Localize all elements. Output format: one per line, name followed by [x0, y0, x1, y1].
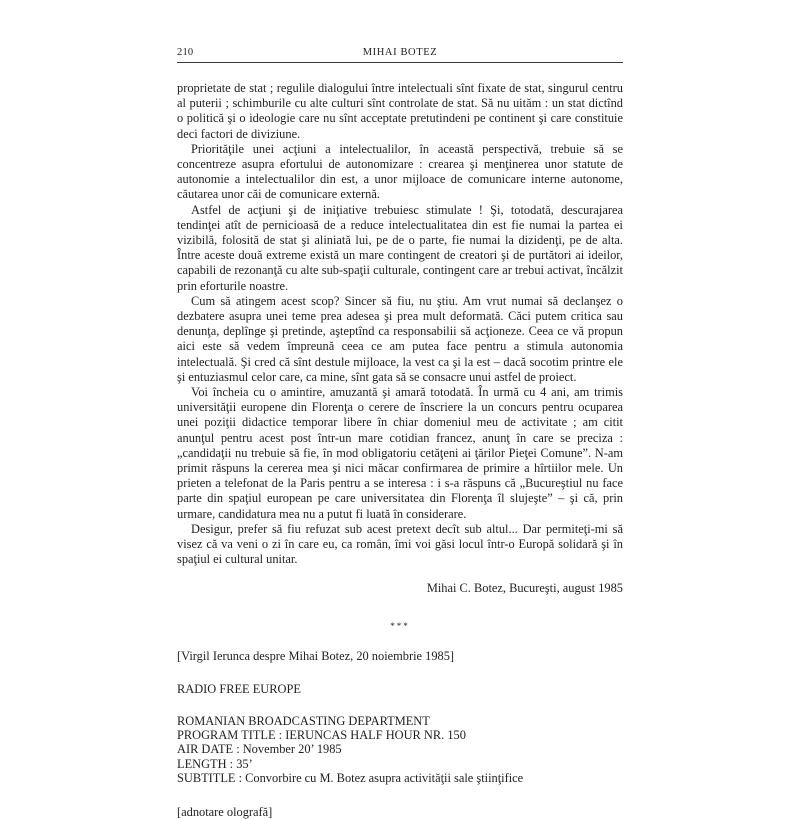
paragraph: Desigur, prefer să fiu refuzat sub acest pretext decît sub altul... Dar permiteţi-mi să visez că va veni o zi în care eu, ca român, îmi voi găsi locul într-o Europă solidară şi în spaţiul ei cultural unitar. — [177, 521, 623, 567]
running-head: MIHAI BOTEZ — [362, 47, 438, 58]
station-name: RADIO FREE EUROPE — [177, 681, 301, 696]
annotation: [adnotare olografă] — [177, 804, 273, 819]
page-number: 210 — [177, 47, 194, 58]
broadcast-line: SUBTITLE : Convorbire cu M. Botez asupra activităţii sale ştiinţifice — [177, 770, 524, 785]
book-page — [177, 45, 623, 819]
section-separator: *** — [390, 620, 410, 631]
paragraph: proprietate de stat ; regulile dialogului între intelectuali sînt fixate de stat, singurul centru al puterii ; schimburile cu alte culturi sînt controlate de stat. Să nu uităm : un stat dictînd o politică şi o ideologie care nu sînt acceptate pretutindeni pe continent şi care constituie deci factori de diviziune. — [177, 81, 623, 141]
broadcast-info — [177, 714, 623, 785]
broadcast-line: ROMANIAN BROADCASTING DEPARTMENT — [177, 713, 430, 728]
page-header — [177, 45, 623, 63]
broadcast-line: PROGRAM TITLE : IERUNCAS HALF HOUR NR. 150 — [177, 728, 466, 743]
header-rule — [177, 62, 623, 63]
note-heading: [Virgil Ierunca despre Mihai Botez, 20 noiembrie 1985] — [177, 648, 455, 663]
paragraph: Priorităţile unei acţiuni a intelectualilor, în această perspectivă, trebuie să se concentreze asupra efortului de autonomizare : crearea şi menţinerea unor statute de autonomie a intelectualilor din est, a unor mijloace de comunicare interne autonome, căutarea unor căi de comunicare externă. — [177, 141, 623, 202]
signature: Mihai C. Botez, Bucureşti, august 1985 — [426, 580, 623, 595]
paragraph: Astfel de acţiuni şi de iniţiative trebuiesc stimulate ! Şi, totodată, descurajarea tendinţei atît de pernicioasă de a reduce intelectualitatea din est fie numai la partea ei vizibilă, folosită de stat şi aliniată lui, pe de o parte, fie numai la dizidenţi, pe de alta. Între aceste două extreme există un mare contingent de creatori şi de purtători ai ideilor, capabili de rezonanţă cu alte sub-spaţii culturale, contingent care ar trebui activat, încălzit prin eforturile noastre. — [177, 202, 623, 293]
paragraph: Cum să atingem acest scop? Sincer să fiu, nu ştiu. Am vrut numai să declanşez o dezbatere asupra unei teme prea adesea şi prea mult deformată. Căci putem critica sau denunţa, deplînge şi pretinde, aşteptînd ca responsabilii să acţioneze. Ceea ce vă propun aici este să vedem împreună ceea ce am putea face pentru a stimula autonomia intelectuală. Şi cred că sînt destule mijloace, la vest ca şi la est – dacă socotim printre ele şi entuziasmul celor care, ca mine, sînt gata să se consacre unui astfel de proiect. — [177, 293, 623, 384]
paragraph: Voi încheia cu o amintire, amuzantă şi amară totodată. În urmă cu 4 ani, am trimis universităţii europene din Florenţa o cerere de înscriere la un concurs pentru ocuparea unei poziţii didactice temporar libere în chiar domeniul meu de activitate ; am citit anunţul pentru acest post într-un mare cotidian francez, anunţ în care se preciza : „candidaţii nu trebuie să fie, în mod obligatoriu cetăţeni ai ţărilor Pieţei Comune”. N-am primit răspuns la cererea mea şi nici măcar confirmarea de primire a hîrtiilor mele. Un prieten a telefonat de la Paris pentru a se interesa : i s-a răspuns că „Bucureştiul nu face parte din spaţiul european pe care universitatea din Florenţa îl slujeşte” – şi că, prin urmare, candidatura mea nu a putut fi luată în considerare. — [177, 385, 623, 521]
broadcast-line: LENGTH : 35’ — [177, 756, 253, 771]
broadcast-line: AIR DATE : November 20’ 1985 — [177, 742, 342, 757]
body-text — [177, 81, 623, 568]
